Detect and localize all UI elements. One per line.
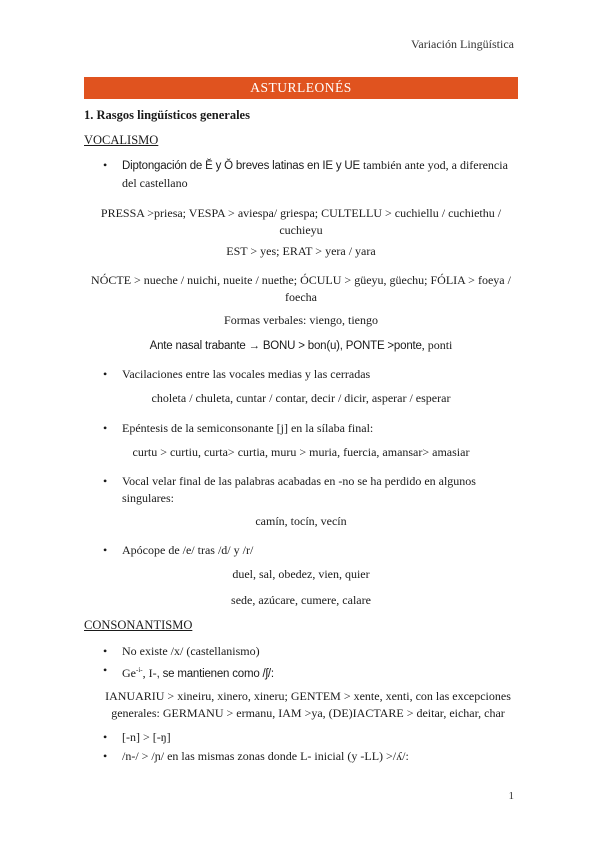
bullet-icon: • <box>103 421 108 435</box>
example-line: curtu > curtiu, curta> curtia, muru > muria, fuercia, amansar> amasiar <box>132 445 470 459</box>
bullet-icon: • <box>103 730 108 744</box>
bullet-icon: • <box>103 663 108 677</box>
bullet-icon: • <box>103 644 108 658</box>
vocalismo-item-5: Apócope de /e/ tras /d/ y /r/ <box>122 543 254 557</box>
item-1-lead: Diptongación de Ĕ y Ŏ breves latinas en IE y UE <box>122 160 360 172</box>
vocalismo-item-4: Vocal velar final de las palabras acabadas en -no se ha perdido en algunos singulares: <box>122 474 476 505</box>
example-line: Formas verbales: viengo, tiengo <box>224 313 378 327</box>
consonantismo-item-3: [-n] > [-ŋ] <box>122 730 171 744</box>
item-2-sup: -i- <box>136 666 143 674</box>
example-line: PRESSA >priesa; VESPA > aviespa/ griespa; CULTELLU > cuchiellu / cuchiethu / cuchieyu <box>100 206 502 237</box>
vocalismo-item-2: Vacilaciones entre las vocales medias y las cerradas <box>122 367 371 381</box>
example-line: NÓCTE > nueche / nuichi, nueite / nuethe; ÓCULU > güeyu, güechu; FÓLIA > foeya / foecha <box>91 273 511 304</box>
example-paragraph: IANUARIU > xineiru, xinero, xineru; GENTEM > xente, xenti, con las excepciones generales: GERMANU > ermanu, IAM >ya, (DE)IACTARE > deitar, eichar, char <box>105 689 511 720</box>
consonantismo-item-1: No existe /x/ (castellanismo) <box>122 644 260 658</box>
section-title: 1. Rasgos lingüísticos generales <box>84 108 250 122</box>
bullet-icon: • <box>103 474 108 488</box>
item-2-pre: Ge <box>122 666 136 680</box>
item-2-sans: , se mantienen como /ʃ/: <box>156 668 274 680</box>
vocalismo-item-1 <box>122 157 520 192</box>
bullet-icon: • <box>103 158 108 172</box>
running-header: Variación Lingüística <box>411 37 514 51</box>
example-line: sede, azúcare, cumere, calare <box>231 593 371 607</box>
bullet-icon: • <box>103 749 108 763</box>
page-number: 1 <box>508 790 514 802</box>
example-line: choleta / chuleta, cuntar / contar, decir / dicir, asperar / esperar <box>151 391 451 405</box>
item-1-rest: también ante yod, a diferencia del castellano <box>122 158 508 190</box>
example-line: EST > yes; ERAT > yera / yara <box>226 244 376 258</box>
example-line: camín, tocín, vecín <box>255 514 347 528</box>
bullet-icon: • <box>103 543 108 557</box>
example-line: duel, sal, obedez, vien, quier <box>232 567 370 581</box>
nasal-line <box>84 337 518 355</box>
section-banner: ASTURLEONÉS <box>84 77 518 99</box>
nasal-lead: Ante nasal trabante → BONU > bon(u), PONTE >ponte <box>149 340 422 352</box>
vocalismo-item-3: Epéntesis de la semiconsonante [j] en la sílaba final: <box>122 421 374 435</box>
bullet-icon: • <box>103 367 108 381</box>
consonantismo-item-4: /n-/ > /ɲ/ en las mismas zonas donde L- inicial (y -LL) >/ʎ/: <box>122 749 409 763</box>
consonantismo-heading: CONSONANTISMO <box>84 618 193 632</box>
vocalismo-heading: VOCALISMO <box>84 133 159 147</box>
item-2-mid: , I- <box>142 666 157 680</box>
consonantismo-item-2 <box>122 662 520 683</box>
nasal-rest: , ponti <box>421 338 453 352</box>
